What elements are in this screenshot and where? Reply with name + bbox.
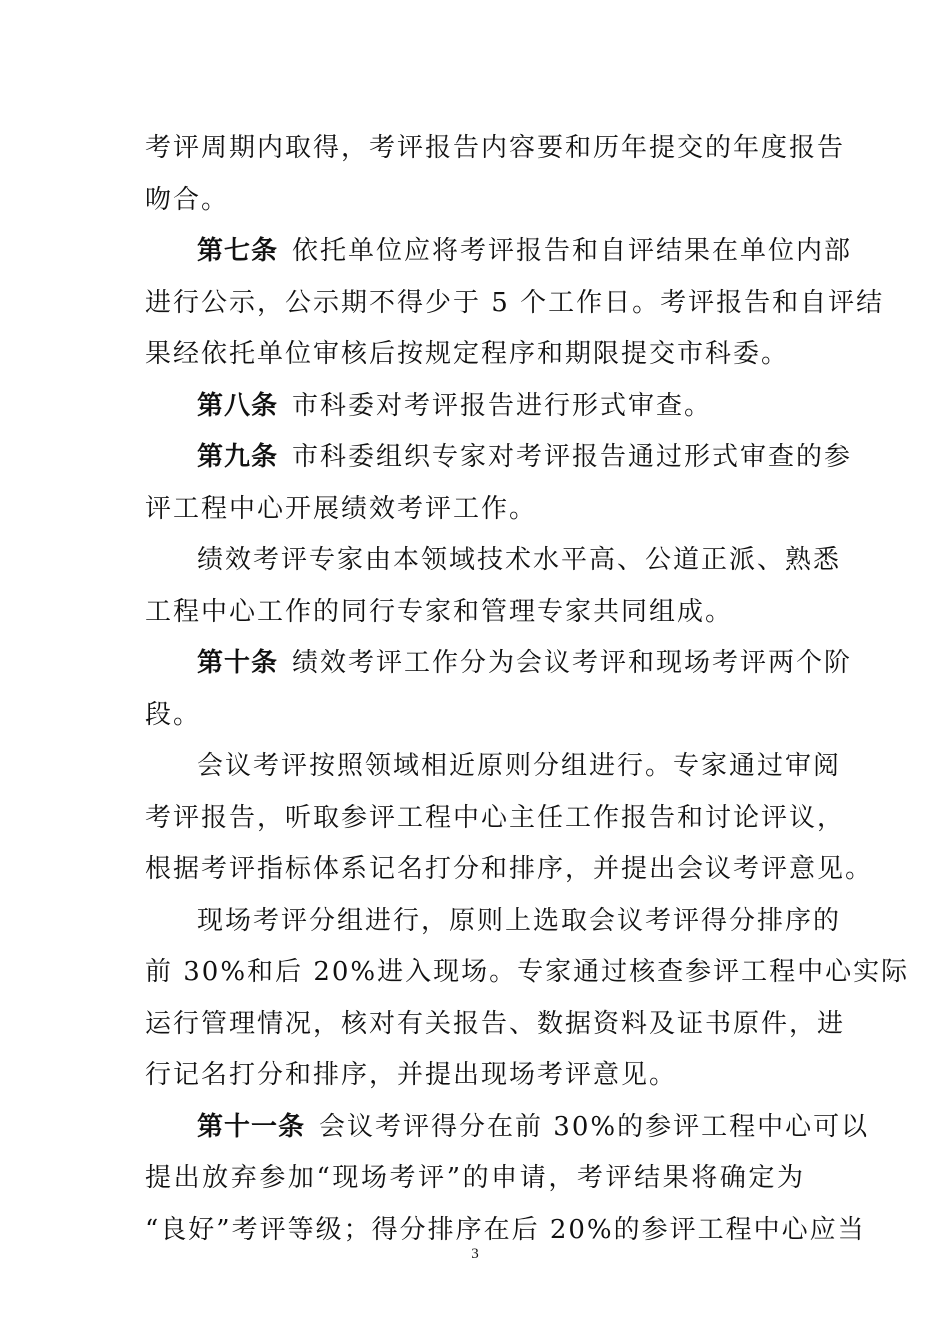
text-line: 行记名打分和排序，并提出现场考评意见。 — [145, 1060, 678, 1090]
page-number: 3 — [471, 1246, 479, 1262]
text-line: 评工程中心开展绩效考评工作。 — [145, 494, 538, 524]
article-title: 第十一条 — [197, 1112, 306, 1142]
text-line: 吻合。 — [145, 185, 230, 215]
text-line: “良好”考评等级；得分排序在后 20%的参评工程中心应当 — [145, 1215, 866, 1245]
text-span: 绩效考评工作分为会议考评和现场考评两个阶 — [292, 648, 853, 678]
text-line: 会议考评按照领域相近原则分组进行。专家通过审阅 — [197, 751, 842, 781]
text-span: 会议考评得分在前 30%的参评工程中心可以 — [319, 1112, 870, 1142]
article-title: 第九条 — [197, 442, 279, 472]
article-title: 第十条 — [197, 648, 279, 678]
text-line: 前 30%和后 20%进入现场。专家通过核查参评工程中心实际 — [145, 957, 910, 987]
text-line: 工程中心工作的同行专家和管理专家共同组成。 — [145, 597, 734, 627]
text-line: 运行管理情况，核对有关报告、数据资料及证书原件，进 — [145, 1009, 846, 1039]
article-9 — [197, 437, 853, 477]
article-title: 第八条 — [197, 391, 279, 421]
text-line: 果经依托单位审核后按规定程序和期限提交市科委。 — [145, 339, 790, 369]
article-8 — [197, 386, 805, 426]
text-line: 绩效考评专家由本领域技术水平高、公道正派、熟悉 — [197, 545, 842, 575]
text-line: 根据考评指标体系记名打分和排序，并提出会议考评意见。 — [145, 854, 874, 884]
article-10 — [197, 643, 853, 683]
text-span: 市科委对考评报告进行形式审查。 — [292, 391, 713, 421]
text-line: 现场考评分组进行，原则上选取会议考评得分排序的 — [197, 906, 842, 936]
text-line: 段。 — [145, 700, 202, 730]
text-span: 市科委组织专家对考评报告通过形式审查的参 — [292, 442, 853, 472]
text-line: 考评报告，听取参评工程中心主任工作报告和讨论评议， — [145, 803, 846, 833]
text-line: 提出放弃参加“现场考评”的申请，考评结果将确定为 — [145, 1163, 805, 1193]
text-line: 进行公示，公示期不得少于 5 个工作日。考评报告和自评结 — [145, 288, 885, 318]
text-line: 考评周期内取得，考评报告内容要和历年提交的年度报告 — [145, 133, 846, 163]
article-7 — [197, 231, 853, 271]
article-title: 第七条 — [197, 236, 279, 266]
text-span: 依托单位应将考评报告和自评结果在单位内部 — [292, 236, 853, 266]
article-11 — [197, 1107, 870, 1147]
